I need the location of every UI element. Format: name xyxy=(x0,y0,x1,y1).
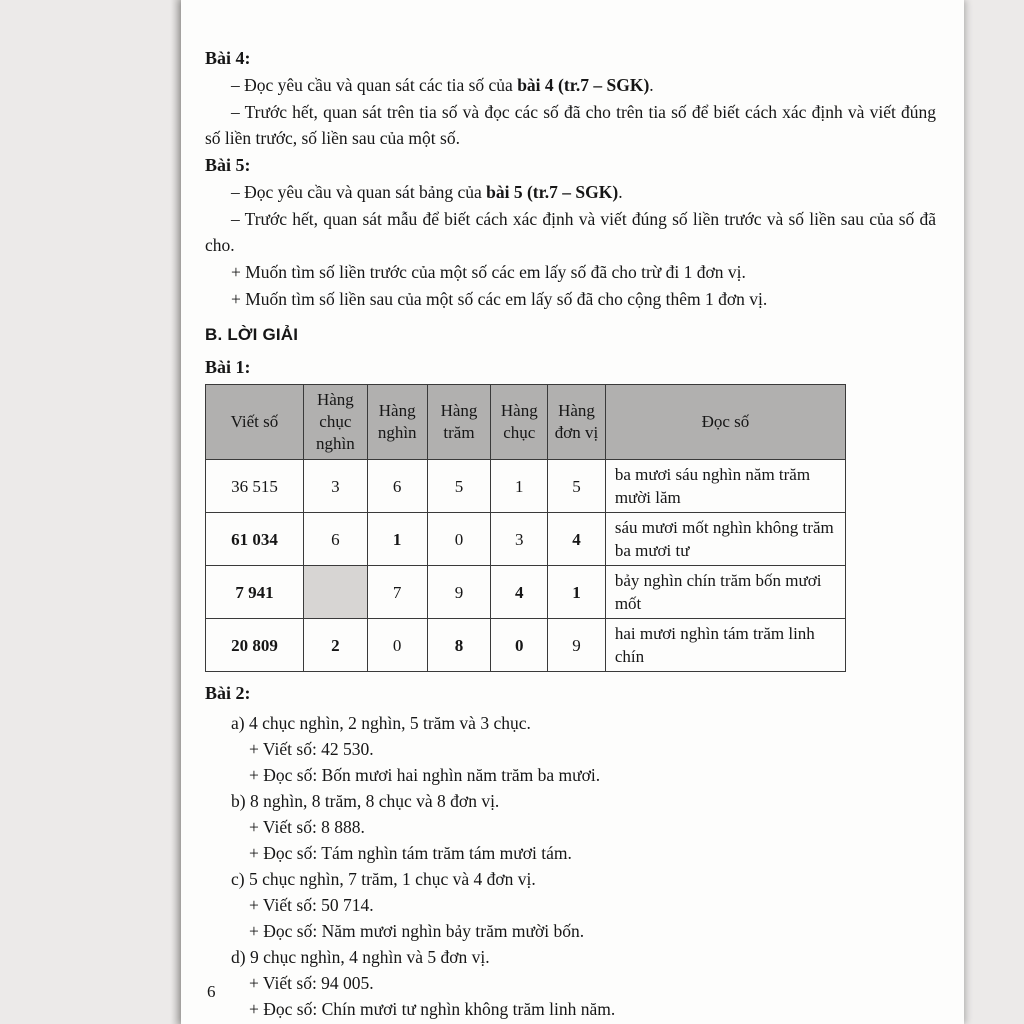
bai2-item-b-doc: + Đọc số: Tám nghìn tám trăm tám mươi tám. xyxy=(249,843,572,863)
col-header-doc-so: Đọc số xyxy=(605,385,845,460)
viet-so-cell: 20 809 xyxy=(206,619,304,672)
section-b-heading: B. LỜI GIẢI xyxy=(205,325,299,344)
bai2-solutions xyxy=(205,710,936,1022)
viet-so-cell: 7 941 xyxy=(206,566,304,619)
scan-edge-shadow xyxy=(170,0,181,1024)
col-header-hang-tram: Hàng trăm xyxy=(427,385,491,460)
page-number: 6 xyxy=(207,982,216,1001)
digit-cell: 5 xyxy=(427,460,491,513)
viet-so-cell: 36 515 xyxy=(206,460,304,513)
digit-cell: 0 xyxy=(491,619,548,672)
bai4-paragraph-2: – Trước hết, quan sát trên tia số và đọc các số đã cho trên tia số để biết cách xác định và viết đúng số liền trước, số liền sau của một số. xyxy=(205,102,936,148)
bai2-heading: Bài 2: xyxy=(205,683,251,703)
digit-cell: 9 xyxy=(548,619,606,672)
bai2-item-c-doc: + Đọc số: Năm mươi nghìn bảy trăm mười bốn. xyxy=(249,921,585,941)
digit-cell: 9 xyxy=(427,566,491,619)
digit-cell: 3 xyxy=(303,460,367,513)
digit-cell: 8 xyxy=(427,619,491,672)
bai2-item-b-label: b) 8 nghìn, 8 trăm, 8 chục và 8 đơn vị. xyxy=(231,791,500,811)
digit-cell: 6 xyxy=(303,513,367,566)
table-header-row xyxy=(206,385,846,460)
table-row xyxy=(206,460,846,513)
doc-so-cell: bảy nghìn chín trăm bốn mươi mốt xyxy=(605,566,845,619)
page-content xyxy=(181,0,964,1022)
col-header-hang-chuc: Hàng chục xyxy=(491,385,548,460)
digit-cell: 0 xyxy=(367,619,427,672)
col-header-hang-don-vi: Hàng đơn vị xyxy=(548,385,606,460)
bai2-item-a-doc: + Đọc số: Bốn mươi hai nghìn năm trăm ba mươi. xyxy=(249,765,601,785)
digit-cell: 1 xyxy=(548,566,606,619)
text-run-bold: bài 5 (tr.7 – SGK) xyxy=(486,182,619,202)
bai5-paragraph-1 xyxy=(205,179,936,205)
digit-cell: 7 xyxy=(367,566,427,619)
text-run: – Đọc yêu cầu và quan sát các tia số của xyxy=(231,75,518,95)
table-row xyxy=(206,619,846,672)
bai2-item-b-viet: + Viết số: 8 888. xyxy=(249,817,365,837)
digit-cell: 3 xyxy=(491,513,548,566)
table-row xyxy=(206,566,846,619)
scanned-page xyxy=(181,0,964,1024)
text-run: . xyxy=(649,75,654,95)
bai2-item-d-label: d) 9 chục nghìn, 4 nghìn và 5 đơn vị. xyxy=(231,947,490,967)
bai4-heading: Bài 4: xyxy=(205,48,251,68)
col-header-hang-nghin: Hàng nghìn xyxy=(367,385,427,460)
doc-so-cell: hai mươi nghìn tám trăm linh chín xyxy=(605,619,845,672)
digit-cell: 4 xyxy=(491,566,548,619)
bai5-heading: Bài 5: xyxy=(205,155,251,175)
bai2-item-d-doc: + Đọc số: Chín mươi tư nghìn không trăm linh năm. xyxy=(249,999,616,1019)
digit-cell: 1 xyxy=(491,460,548,513)
digit-cell: 1 xyxy=(367,513,427,566)
bai2-item-a-label: a) 4 chục nghìn, 2 nghìn, 5 trăm và 3 chục. xyxy=(231,713,531,733)
bai1-place-value-table xyxy=(205,384,846,672)
table-row xyxy=(206,513,846,566)
digit-cell: 0 xyxy=(427,513,491,566)
bai2-item-d-viet: + Viết số: 94 005. xyxy=(249,973,374,993)
doc-so-cell: sáu mươi mốt nghìn không trăm ba mươi tư xyxy=(605,513,845,566)
text-run-bold: bài 4 (tr.7 – SGK) xyxy=(517,75,650,95)
digit-cell: 6 xyxy=(367,460,427,513)
digit-cell: 4 xyxy=(548,513,606,566)
text-run: – Đọc yêu cầu và quan sát bảng của xyxy=(231,182,487,202)
bai2-item-c-label: c) 5 chục nghìn, 7 trăm, 1 chục và 4 đơn vị. xyxy=(231,869,536,889)
col-header-viet-so: Viết số xyxy=(206,385,304,460)
bai5-paragraph-2: – Trước hết, quan sát mẫu để biết cách xác định và viết đúng số liền trước và số liền sau của số đã cho. xyxy=(205,209,936,255)
doc-so-cell: ba mươi sáu nghìn năm trăm mười lăm xyxy=(605,460,845,513)
bai4-paragraph-1 xyxy=(205,72,936,98)
digit-cell-empty xyxy=(303,566,367,619)
digit-cell: 5 xyxy=(548,460,606,513)
bai5-note-1: + Muốn tìm số liền trước của một số các em lấy số đã cho trừ đi 1 đơn vị. xyxy=(231,262,746,282)
bai1-heading: Bài 1: xyxy=(205,357,251,377)
bai2-item-c-viet: + Viết số: 50 714. xyxy=(249,895,374,915)
col-header-hang-chuc-nghin: Hàng chục nghìn xyxy=(303,385,367,460)
digit-cell: 2 xyxy=(303,619,367,672)
text-run: . xyxy=(618,182,623,202)
bai2-item-a-viet: + Viết số: 42 530. xyxy=(249,739,374,759)
viet-so-cell: 61 034 xyxy=(206,513,304,566)
bai5-note-2: + Muốn tìm số liền sau của một số các em lấy số đã cho cộng thêm 1 đơn vị. xyxy=(231,289,768,309)
